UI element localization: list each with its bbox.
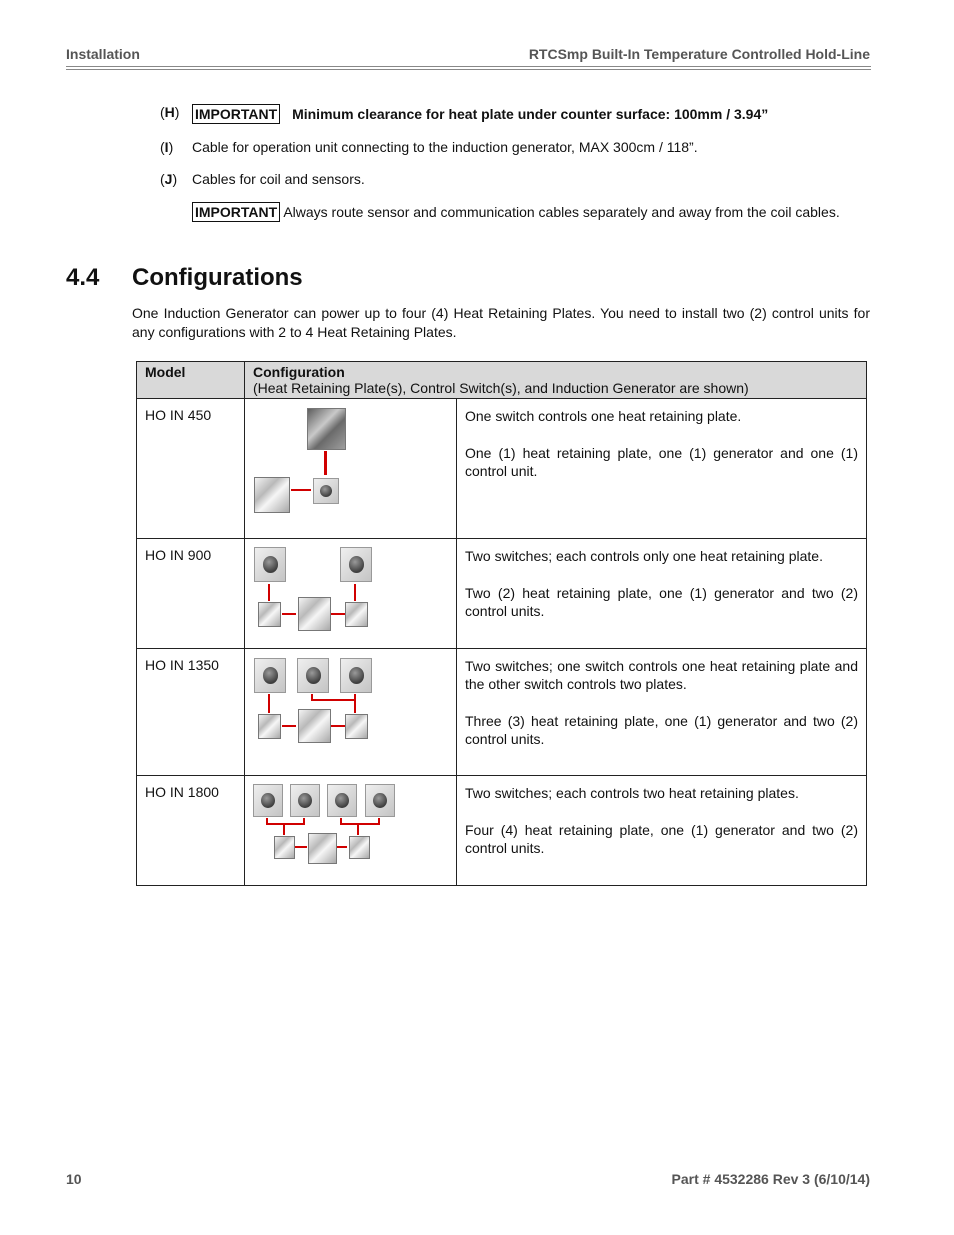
induction-generator	[298, 597, 331, 631]
note-key: (J)	[160, 171, 178, 187]
part-number: Part # 4532286 Rev 3 (6/10/14)	[671, 1171, 870, 1187]
wire	[295, 846, 307, 848]
heat-retaining-plate	[345, 602, 368, 627]
wire	[354, 694, 356, 713]
wire	[340, 823, 380, 825]
induction-generator	[308, 833, 337, 864]
table-header-row	[137, 362, 867, 399]
diagram-ho-in-450	[245, 399, 456, 537]
wire	[337, 846, 347, 848]
heat-retaining-plate	[258, 714, 281, 739]
wire	[268, 584, 270, 601]
wire	[311, 699, 356, 701]
description-line: Two switches; one switch controls one heat retaining plate and the other switch controls two plates.	[465, 658, 858, 692]
configuration-diagram	[245, 776, 457, 886]
model-cell: HO IN 1350	[137, 649, 245, 776]
section-heading	[66, 264, 303, 292]
diagram-ho-in-900	[245, 539, 456, 647]
control-switch	[313, 478, 339, 504]
column-header-configuration-subtitle: (Heat Retaining Plate(s), Control Switch(s), and Induction Generator are shown)	[253, 380, 749, 396]
model-cell: HO IN 900	[137, 539, 245, 649]
control-switch	[340, 658, 372, 693]
section-intro: One Induction Generator can power up to four (4) Heat Retaining Plates. You need to install two (2) control units for any configurations with 2 to 4 Heat Retaining Plates.	[132, 305, 870, 340]
control-switch	[254, 658, 286, 693]
important-badge: IMPORTANT	[192, 104, 280, 124]
induction-generator	[298, 709, 331, 743]
diagram-ho-in-1350	[245, 649, 456, 770]
induction-generator	[254, 477, 290, 513]
wire	[283, 823, 285, 835]
heat-retaining-plate	[258, 602, 281, 627]
wire	[266, 823, 305, 825]
wire	[324, 451, 327, 475]
description-line: One (1) heat retaining plate, one (1) generator and one (1) control unit.	[465, 445, 858, 479]
description-line: Two switches; each controls two heat retaining plates.	[465, 785, 799, 801]
description-line: Three (3) heat retaining plate, one (1) generator and two (2) control units.	[465, 713, 858, 747]
configuration-table	[136, 361, 867, 886]
control-switch	[297, 658, 329, 693]
page-number: 10	[66, 1171, 82, 1187]
description-line: Two (2) heat retaining plate, one (1) generator and two (2) control units.	[465, 585, 858, 619]
section-number: 4.4	[66, 264, 100, 291]
section-title: Configurations	[132, 264, 303, 291]
description-cell	[457, 776, 867, 886]
column-header-configuration	[245, 362, 867, 399]
heat-retaining-plate	[345, 714, 368, 739]
note-text: Cable for operation unit connecting to the induction generator, MAX 300cm / 118”.	[192, 139, 698, 155]
model-cell: HO IN 1800	[137, 776, 245, 886]
wire	[331, 725, 345, 727]
table-row	[137, 649, 867, 776]
configuration-diagram	[245, 399, 457, 539]
wire	[331, 613, 345, 615]
header-section-name: Installation	[66, 46, 140, 62]
column-header-model: Model	[137, 362, 245, 399]
note-text: Minimum clearance for heat plate under counter surface: 100mm / 3.94”	[292, 106, 769, 122]
control-switch	[327, 784, 357, 817]
table-row	[137, 776, 867, 886]
note-key: (H)	[160, 104, 180, 120]
control-switch	[340, 547, 372, 582]
header-rule-top	[66, 66, 871, 67]
note-text: Cables for coil and sensors.	[192, 171, 365, 187]
important-badge: IMPORTANT	[192, 202, 280, 222]
wire	[282, 725, 296, 727]
description-cell	[457, 539, 867, 649]
wire	[282, 613, 296, 615]
description-line: Four (4) heat retaining plate, one (1) generator and two (2) control units.	[465, 822, 858, 856]
heat-retaining-plate	[349, 836, 370, 859]
description-line: One switch controls one heat retaining plate.	[465, 408, 742, 424]
control-switch	[290, 784, 320, 817]
note-key: (I)	[160, 139, 174, 155]
column-header-configuration-title: Configuration	[253, 364, 345, 380]
wire	[291, 489, 311, 491]
heat-retaining-plate	[274, 836, 295, 859]
table-row	[137, 399, 867, 539]
wire	[268, 694, 270, 713]
description-line: Two switches; each controls only one heat retaining plate.	[465, 548, 823, 564]
heat-retaining-plate	[307, 408, 346, 450]
control-switch	[365, 784, 395, 817]
table-row	[137, 539, 867, 649]
description-cell	[457, 649, 867, 776]
model-cell: HO IN 450	[137, 399, 245, 539]
description-cell	[457, 399, 867, 539]
diagram-ho-in-1800	[245, 776, 456, 884]
important-note-text: Always route sensor and communication cables separately and away from the coil cables.	[283, 204, 840, 220]
configuration-diagram	[245, 649, 457, 776]
wire	[357, 823, 359, 835]
control-switch	[253, 784, 283, 817]
header-document-title: RTCSmp Built-In Temperature Controlled Hold-Line	[528, 46, 870, 62]
configuration-diagram	[245, 539, 457, 649]
control-switch	[254, 547, 286, 582]
wire	[354, 584, 356, 601]
header-rule-bottom	[66, 69, 871, 70]
